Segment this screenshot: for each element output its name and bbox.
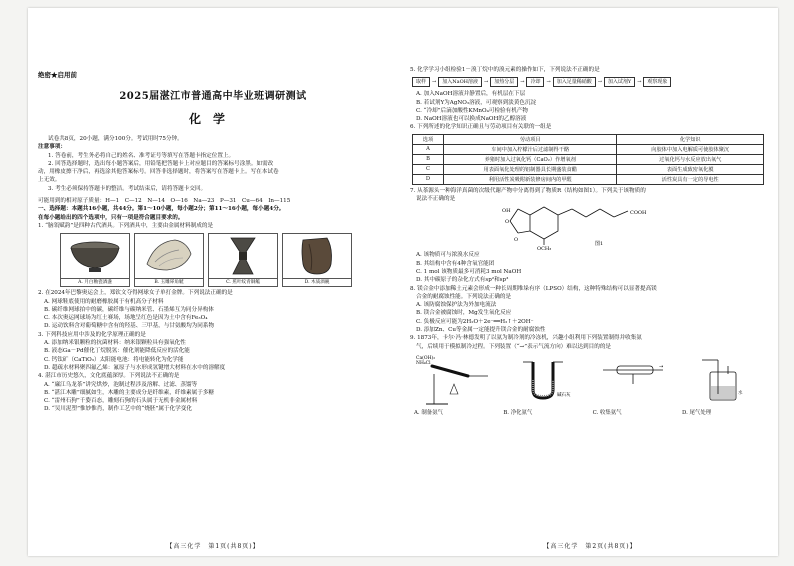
- question-8-cont: 合金的耐腐蚀性能。下列说法正确的是: [416, 293, 512, 300]
- question-1: 1. “脑瓴赋韵”是四种古代酒具。下列酒具中，主要由金属材料制成的是: [38, 222, 214, 229]
- heating-tube-image: [414, 354, 498, 408]
- option-line: B. 液态Ga－Pd催化丁烷脱氢：催化剂能降低反应的活化能: [44, 348, 190, 355]
- flow-step: 取样: [412, 77, 430, 87]
- option-caption: B. 净化氨气: [503, 409, 533, 416]
- table-cell: 养猪时加入过氧化钙（CaO₂）作增氧剂: [444, 154, 617, 164]
- question-3: 3. 下列科技应用中涉及的化学原理正确的是: [38, 331, 146, 338]
- note-line: 上无效。: [38, 177, 61, 184]
- option-line: A. “廉江乌龙茶”讲究烘炒，泡制过程涉及溶解、过滤、蒸馏等: [44, 381, 198, 388]
- table-header-row: [413, 134, 764, 144]
- table-cell: D: [413, 174, 444, 184]
- molecule-structure: [410, 203, 770, 251]
- bowl-image: [61, 234, 129, 278]
- arrow-icon: →: [546, 79, 551, 86]
- table-cell: B: [413, 154, 444, 164]
- arrow-icon: →: [597, 79, 602, 86]
- arrow-icon: →: [637, 79, 642, 86]
- option-line: D. “吴川泥塑”惟妙惟肖，制作工艺中的“烧胚”属于化学变化: [44, 406, 192, 413]
- option-line: C. “雷州石狗”千姿百态，雕刻石狗的石头属于无机非金属材料: [44, 398, 198, 405]
- option-line: C. 1 mol 该物质最多可消耗3 mol NaOH: [416, 268, 522, 275]
- figure-label: 图1: [595, 241, 604, 248]
- option-line: C. 负极反应可能为2H₂O＋2e⁻══H₂↑＋2OH⁻: [416, 318, 534, 325]
- option-line: D. 其中碳原子的杂化方式有sp²和sp³: [416, 277, 509, 284]
- option-line: B. 镁合金被腐蚀时，Mg发生氧化反应: [416, 310, 512, 317]
- page-footer: 【高三化学 第1页(共8页)】: [166, 543, 260, 550]
- question-7-cont: 说法不正确的是: [416, 196, 456, 203]
- reagent-label: 碱石灰: [557, 392, 571, 398]
- table-row: [413, 154, 764, 164]
- exam-sheet: [28, 8, 778, 556]
- table-cell: C: [413, 164, 444, 174]
- flow-step: 加热分层: [490, 77, 518, 87]
- option-line: A. 该物质可与浓溴水反应: [416, 252, 480, 259]
- struct-o1: O: [505, 219, 510, 226]
- struct-och3: OCH₃: [537, 246, 552, 252]
- question-2: 2. 在2024年巴黎奥运会上，郑钦文夺得网球女子单打金牌。下列说法正确的是: [38, 290, 233, 297]
- page-footer: 【高三化学 第2页(共8页)】: [543, 543, 637, 550]
- table-row: [413, 144, 764, 154]
- table-cell: 表面生成致密氧化膜: [617, 164, 764, 174]
- flow-step: 加入NaOH溶液: [438, 77, 482, 87]
- table-header: 选项: [413, 134, 444, 144]
- reagent-label: 水: [737, 390, 743, 396]
- option-line: B. 其结构中含有4种含氧官能团: [416, 260, 495, 267]
- flow-step: 加入足量稀硝酸: [553, 77, 596, 87]
- arrow-icon: →: [484, 79, 489, 86]
- option-caption: C. 蕉叶纹青铜觚: [209, 278, 277, 286]
- table-header: 劳动项目: [444, 134, 617, 144]
- struct-oh: OH: [502, 208, 511, 215]
- option-line: A. 加入NaOH溶液并静置后，有机层在下层: [416, 91, 526, 98]
- collection-tube-image: [593, 354, 677, 408]
- atomic-masses: 可能用到的相对原子质量：H—1 C—12 N—14 O—16 Na—23 P—31 Cu—64 In—115: [38, 198, 291, 205]
- u-tube-image: [503, 354, 587, 408]
- wooden-vessel-image: [283, 234, 351, 278]
- table-cell: 过氧化钙与水反应放出氧气: [617, 154, 764, 164]
- option-image-c: [208, 233, 278, 287]
- horn-cup-image: [135, 234, 203, 278]
- option-line: A. 添加纳米银颗粒的抗菌材料：纳米银颗粒具有强氧化性: [44, 340, 186, 347]
- subject-title: 化学: [188, 112, 237, 126]
- table-cell: 活性炭具有一定的导电性: [617, 174, 764, 184]
- question-7: 7. 从茶源头一种海洋真菌的次级代谢产物中分离得到了物质R（结构如图1）。下列关于该物质的: [410, 187, 646, 194]
- option-caption: D. 木质酒碗: [283, 278, 351, 286]
- note-line: 动，用橡皮擦干净后，再选涂其他答案标号。回答非选择题时，将答案写在答题卡上。写在本试卷: [38, 169, 279, 176]
- reagent-label: Ca(OH)₂: [416, 355, 436, 361]
- section-header: 一、选择题：本题共16小题，共44分。第1～10小题，每小题2分；第11～16小题，每小题4分。: [38, 206, 285, 213]
- flow-step: 观察现象: [643, 77, 671, 87]
- question-4: 4. 湛江市历史悠久，文化底蕴深厚。下列说法不正确的是: [38, 373, 180, 380]
- exam-title: 2025届湛江市普通高中毕业班调研测试: [119, 91, 307, 102]
- question-9: 9. 1873年，卡尔·冯·林德发明了以氨为制冷剂的冷冻机，兴趣小组利用下列装置制得并收集氨: [410, 335, 642, 342]
- page-two: [410, 8, 770, 556]
- option-line: D. NaOH溶液也可以换成NaOH的乙醇溶液: [416, 116, 527, 123]
- option-image-b: [134, 233, 204, 287]
- page-one: [38, 8, 388, 556]
- table-cell: 利用活性炭吸附新装修房间内的甲醛: [444, 174, 617, 184]
- option-line: B. 碳纤维网球拍中的碳，碳纤维与碳纳米管、石墨烯互为同分异构体: [44, 306, 214, 313]
- struct-cooh: COOH: [630, 210, 647, 217]
- absorption-bottle-image: [682, 354, 766, 408]
- option-line: C. 钙钛矿（CaTiO₃）太阳能电池：将电能转化为化学能: [44, 356, 184, 363]
- note-line: 2. 回答选择题时，选出每小题答案后，用铅笔把答题卡上对应题目的答案标号涂黑。如需改: [48, 160, 274, 167]
- note-line: 3. 考生必须保持答题卡的整洁。考试结束后，请将答题卡交回。: [48, 185, 207, 192]
- table-row: [413, 174, 764, 184]
- confidential-mark: 绝密★启用前: [38, 71, 77, 79]
- apparatus-row: [414, 354, 766, 416]
- apparatus-c: [593, 354, 677, 416]
- option-line: B. “湛江木雕”细腻如生，木雕的主要成分是纤维素，纤维素属于多糖: [44, 389, 215, 396]
- notes-title: 注意事项：: [38, 144, 66, 151]
- option-line: D. 添加Zn、Cu等金属一定能提升镁合金的耐腐蚀性: [416, 327, 546, 334]
- option-line: D. 超疏水材料聚四氟乙烯：氟原子与水形成氢键增大材料在水中的溶解度: [44, 364, 226, 371]
- reagent-label: NH₄Cl: [416, 360, 431, 366]
- question-5: 5. 化学学习小组检验1－溴丁烷中的溴元素的操作如下，下列说法不正确的是: [410, 67, 600, 73]
- option-line: B. 若试剂Y为AgNO₃溶液，可观察到淡黄色沉淀: [416, 99, 537, 106]
- bronze-gu-image: [209, 234, 277, 278]
- apparatus-a: [414, 354, 498, 416]
- option-line: A. 该防腐蚀保护法为外加电流法: [416, 302, 497, 309]
- table-row: [413, 164, 764, 174]
- option-caption: A. 制备氨气: [414, 409, 443, 416]
- note-line: 1. 答卷前，考生务必将自己的姓名、准考证号等填写在答题卡指定位置上。: [48, 152, 235, 159]
- question-8: 8. 镁合金中添加稀土元素会形成一种长周期堆垛有序（LPSO）结构，这种特殊结构可以显著提高镁: [410, 285, 657, 292]
- arrow-icon: →: [658, 363, 663, 370]
- option-image-a: [60, 233, 130, 287]
- table-cell: 用表面氧化处理的铝制器具长期盛装食醋: [444, 164, 617, 174]
- section-header: 在每小题给出的四个选项中，只有一项是符合题目要求的。: [38, 214, 184, 221]
- option-caption: B. 玉雕犀角觥: [135, 278, 203, 286]
- option-caption: D. 尾气处理: [681, 409, 712, 416]
- q1-images: [60, 233, 388, 287]
- table-cell: 向胶体中加入电解质可使胶体聚沉: [617, 144, 764, 154]
- apparatus-d: [682, 354, 766, 416]
- arrow-icon: →: [432, 79, 437, 86]
- option-line: A. 网球鞋底使用的耐磨橡胶属于有机高分子材料: [44, 298, 164, 305]
- question-9-cont: 气，后续用于模拟制冷过程。下列装置（“→”表示气流方向）难以达到目的的是: [416, 343, 612, 350]
- q5-flowchart: [412, 77, 770, 87]
- structure-figure: [410, 203, 770, 251]
- flow-step: 加入试剂Y: [604, 77, 635, 87]
- flow-step: 冷却: [526, 77, 544, 87]
- option-line: D. 运动饮料含对葡萄糖中含有的羟基、三甲基，与甘氨酸均为同系物: [44, 323, 215, 330]
- option-caption: C. 收集氨气: [592, 409, 622, 416]
- option-line: C. 本次奥运网球场为红土赛场，场地呈红色是因为土中含有Fe₃O₄: [44, 315, 208, 322]
- option-line: C. “冷却”后滴加酸性KMnO₄可检验有机产物: [416, 107, 529, 114]
- table-cell: A: [413, 144, 444, 154]
- arrow-icon: →: [520, 79, 525, 86]
- apparatus-b: [503, 354, 587, 416]
- question-6: 6. 下列所述的化学知识正确且与劳动项目有关联的一组是: [410, 124, 552, 131]
- option-caption: A. 月白釉瓷酒盏: [61, 278, 129, 286]
- q6-table: [412, 134, 764, 185]
- table-cell: 车间中加入柠檬汁后过滤制得干酪: [444, 144, 617, 154]
- struct-o2: O: [514, 237, 519, 244]
- exam-info: 试卷共8页，20小题，满分100分。考试用时75分钟。: [48, 136, 183, 142]
- table-header: 化学知识: [617, 134, 764, 144]
- option-image-d: [282, 233, 352, 287]
